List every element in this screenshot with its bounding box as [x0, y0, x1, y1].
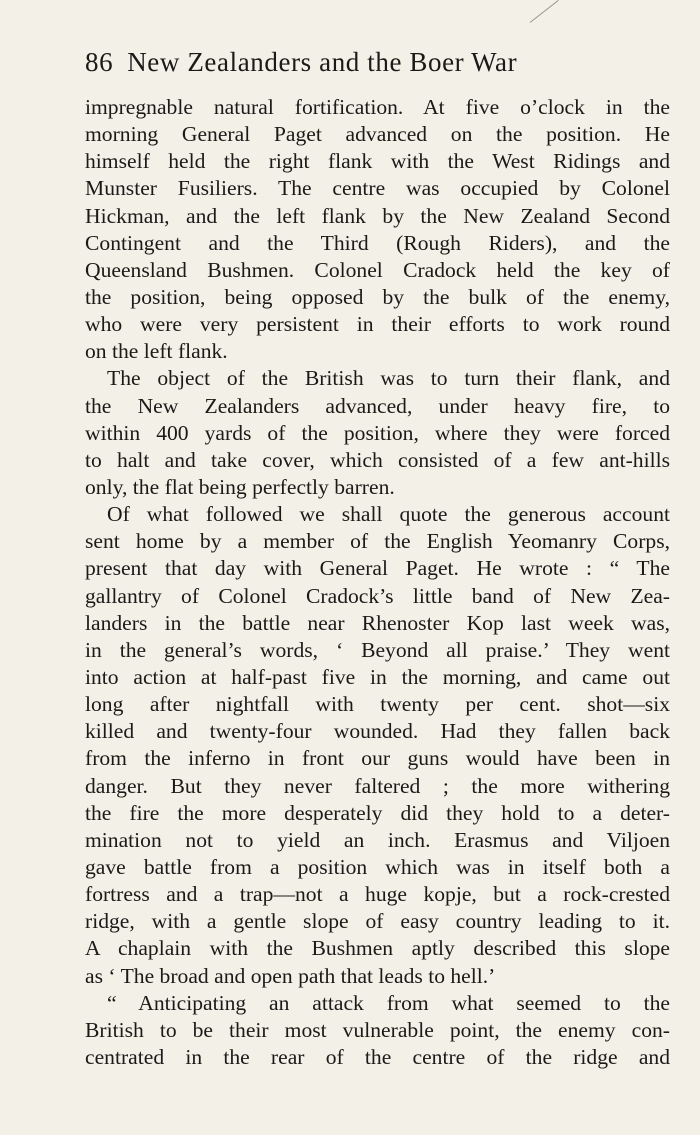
- text-line: A chaplain with the Bushmen aptly described this slope: [85, 936, 670, 961]
- text-line: himself held the right flank with the West Ridings and: [85, 149, 670, 174]
- text-line: Queensland Bushmen. Colonel Cradock held the key of: [85, 257, 670, 282]
- text-line: the fire the more desperately did they hold to a deter-: [85, 800, 670, 825]
- text-line: fortress and a trap—not a huge kopje, but a rock-crested: [85, 882, 670, 907]
- text-line: as ‘ The broad and open path that leads to hell.’: [85, 963, 496, 988]
- text-line: into action at half-past five in the morning, and came out: [85, 664, 670, 689]
- text-line: The object of the British was to turn their flank, and: [107, 366, 670, 391]
- body-text: [85, 94, 670, 1071]
- text-line: on the left flank.: [85, 339, 228, 364]
- text-line: danger. But they never faltered ; the more withering: [85, 773, 670, 798]
- text-line: gave battle from a position which was in itself both a: [85, 854, 670, 879]
- text-line: from the inferno in front our guns would have been in: [85, 746, 670, 771]
- text-line: within 400 yards of the position, where they were forced: [85, 420, 670, 445]
- text-line: only, the flat being perfectly barren.: [85, 474, 395, 499]
- text-line: long after nightfall with twenty per cent. shot—six: [85, 692, 670, 717]
- text-line: British to be their most vulnerable point, the enemy con-: [85, 1017, 670, 1042]
- text-line: present that day with General Paget. He wrote : “ The: [85, 556, 670, 581]
- text-line: landers in the battle near Rhenoster Kop last week was,: [85, 610, 670, 635]
- pencil-mark: [530, 0, 559, 23]
- text-line: in the general’s words, ‘ Beyond all praise.’ They went: [85, 637, 670, 662]
- page-number: 86: [85, 47, 114, 77]
- text-line: Munster Fusiliers. The centre was occupied by Colonel: [85, 176, 670, 201]
- text-line: the New Zealanders advanced, under heavy fire, to: [85, 393, 670, 418]
- text-line: mination not to yield an inch. Erasmus and Viljoen: [85, 827, 670, 852]
- text-line: ridge, with a gentle slope of easy country leading to it.: [85, 909, 670, 934]
- text-line: killed and twenty-four wounded. Had they fallen back: [85, 719, 670, 744]
- text-line: “ Anticipating an attack from what seemed to the: [107, 990, 670, 1015]
- text-line: gallantry of Colonel Cradock’s little band of New Zea-: [85, 583, 670, 608]
- text-line: Hickman, and the left flank by the New Zealand Second: [85, 203, 670, 228]
- running-head: [85, 47, 625, 81]
- text-line: to halt and take cover, which consisted of a few ant-hills: [85, 447, 670, 472]
- text-line: Of what followed we shall quote the generous account: [107, 502, 670, 527]
- text-line: centrated in the rear of the centre of the ridge and: [85, 1044, 670, 1069]
- text-line: the position, being opposed by the bulk of the enemy,: [85, 284, 670, 309]
- text-line: morning General Paget advanced on the position. He: [85, 122, 670, 147]
- text-line: impregnable natural fortification. At five o’clock in the: [85, 95, 670, 119]
- text-line: sent home by a member of the English Yeomanry Corps,: [85, 529, 670, 554]
- text-line: Contingent and the Third (Rough Riders), and the: [85, 230, 670, 255]
- text-line: who were very persistent in their efforts to work round: [85, 312, 670, 337]
- running-title: New Zealanders and the Boer War: [127, 47, 518, 77]
